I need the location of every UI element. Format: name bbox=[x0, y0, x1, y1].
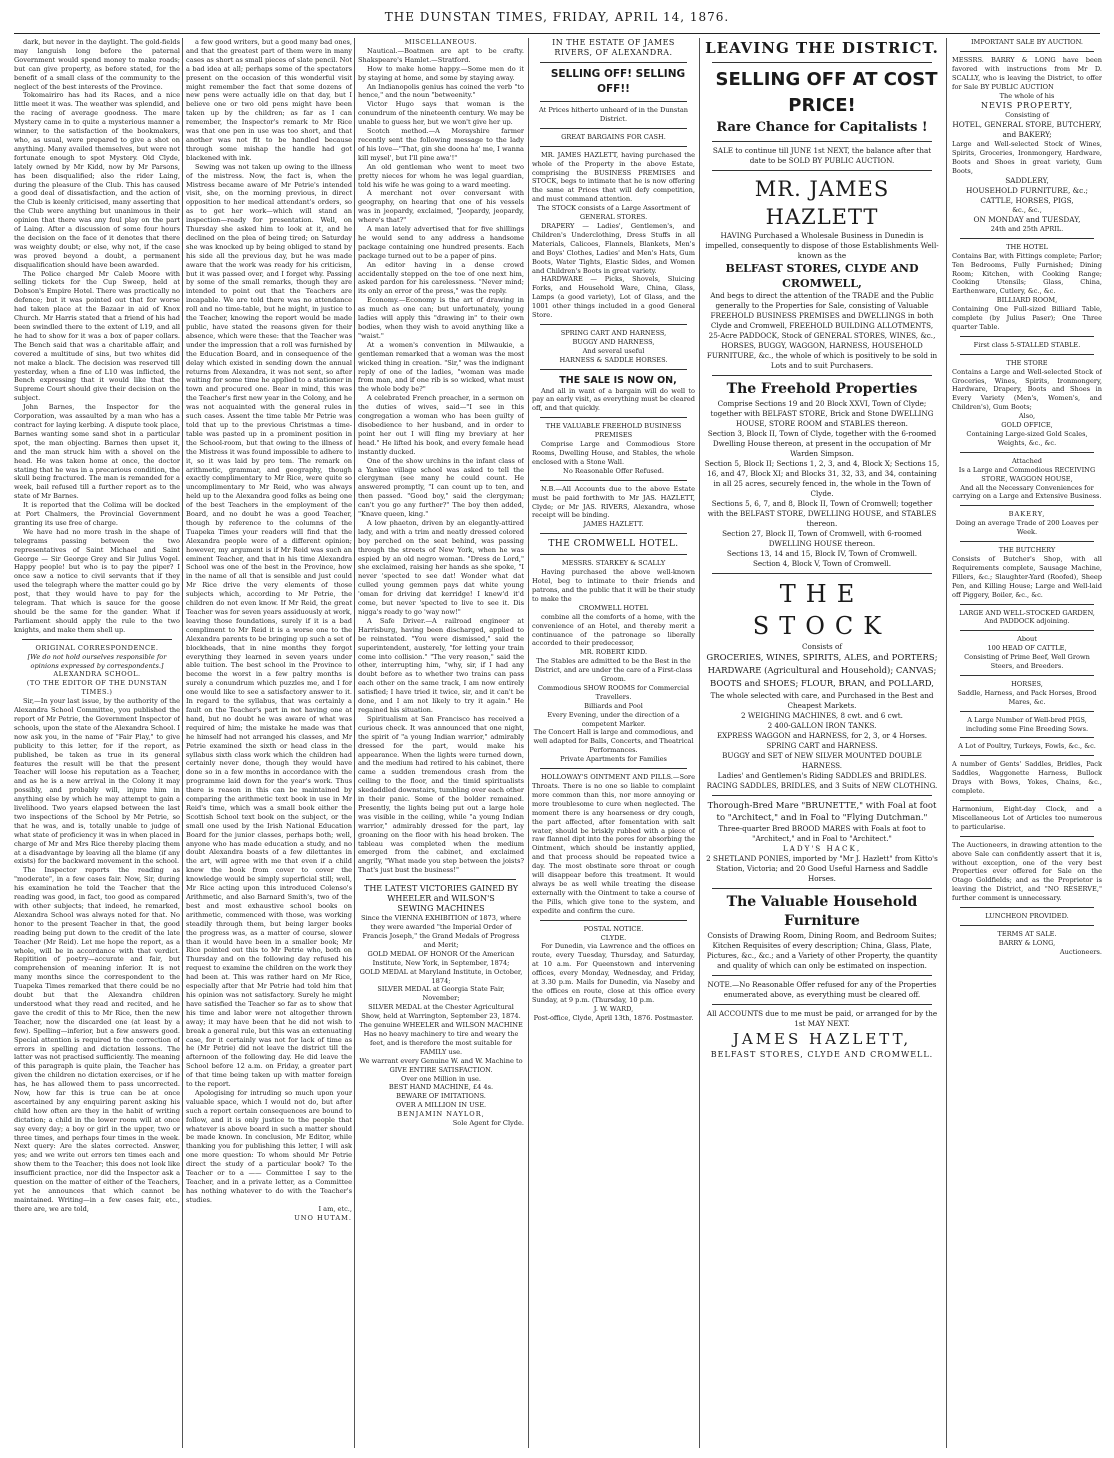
auction-line: Also, bbox=[1018, 412, 1036, 421]
news-paragraph: We have had no more trash in the shape of telegrams passing between the two representatives of Saint Michael and Saint George — Sir George Grey and Sir Julius Vogel. Happy people! but who is to pay the piper? I once saw a notice to civil servants that if they used the telegraph where the matter could go by post, that they would have to pay for the telegram. That which is sauce for the goose should be the same for the gander. What if Parliament should apply the rule to the two knights, and make them shell up. bbox=[14, 527, 180, 634]
stock-item: 2 WEIGHING MACHINES, 8 cwt. and 6 cwt. bbox=[741, 711, 903, 720]
section-rule bbox=[712, 573, 932, 574]
section-rule bbox=[540, 533, 687, 534]
section-rule bbox=[960, 505, 1094, 506]
postal-notice-heading: POSTAL NOTICE. bbox=[583, 924, 644, 933]
advert-line: We warrant every Genuine W. and W. Machine to GIVE ENTIRE SATISFACTION. bbox=[359, 1056, 523, 1074]
postmaster-name: J. W. WARD, bbox=[593, 1004, 634, 1013]
stock-item: EXPRESS WAGGON and HARNESS, for 2, 3, or 4 Horses. bbox=[716, 731, 928, 740]
misc-paragraph: A Safe Driver.—A railroad engineer at Harrisburg, having been discharged, applied to be reinstated. "You were dismissed," said the superintendent, austerely, "for letting your train come into collision." "The very reason," said the other, interrupting him, "why, sir, if I had any doubt before as to whether two trains can pass each other on the same track, I am now entirely satisfied; I have tried it twice, sir, and it can't be done, and I am not likely to try it again." He regained his situation. bbox=[358, 616, 524, 714]
hotel-feature: Billiards and Pool bbox=[584, 701, 643, 710]
auction-text: Consists of Butcher's Shop, with all Requirements complete, Sausage Machine, Fillers, &c.; Slaughter-Yard (Roofed), Sheep Pen, and Killing House; Large and Well-laid off Piggery, Boiler, &c., &c. bbox=[952, 554, 1102, 599]
rare-chance-heading: Rare Chance for Capitalists ! bbox=[716, 120, 928, 135]
selling-off-banner: SELLING OFF! SELLING OFF!! bbox=[550, 68, 686, 95]
auction-text: And all the Necessary Conveniences for carrying on a Large and Extensive Business. bbox=[952, 483, 1102, 501]
hotel-predecessor: MR. ROBERT KIDD. bbox=[579, 648, 648, 657]
advert-agent: BENJAMIN NAYLOR, bbox=[397, 1110, 485, 1119]
section-rule bbox=[540, 62, 687, 63]
misc-paragraph: Nautical.—Boatmen are apt to be crafty. Shakspeare's Hamlet.—Stratford. bbox=[358, 46, 524, 64]
luncheon-line: LUNCHEON PROVIDED. bbox=[985, 912, 1069, 921]
stock-item: BUGGY and SET of NEW SILVER MOUNTED DOUBLE HARNESS. bbox=[722, 751, 922, 770]
section-rule bbox=[712, 888, 932, 889]
column-divider bbox=[946, 38, 947, 1448]
section-rule bbox=[960, 755, 1094, 756]
letter-paragraph: Sir,—In your last issue, by the authority of the Alexandra School Committee, you published the report of Mr Petrie, the Government Inspector of schools, upon the state of the Alexandra School. I now ask you, in the name of "Fair Play," to give publicity to this letter, for if the report, as published, be taken as true in its general features the result will be that the present Teacher will loose his reputation as a Teacher, and as he is a new arrival in the Colony it may possibly, and probably will, injure him in anything else by which he may attempt to gain a livelihood. Two years elapsed between the last two inspections of the School by Mr Petrie, so that he was, and is, totally unable to judge of what state of proficiency it was in when placed in charge of Mr and Mrs Rice thereby placing them at a disadvantage by leaving all the blame (if any exists) for the backward movement in the school. bbox=[14, 697, 180, 866]
column-4-adverts bbox=[532, 38, 695, 1450]
section-rule bbox=[540, 128, 687, 129]
misc-paragraph: Economy.—Economy is the art of drawing in as much as one can; but unfortunately, young ladies will apply this "drawing in" to their own bodies, when they wish to avoid anything like a "waist." bbox=[358, 296, 524, 340]
section-rule bbox=[960, 336, 1094, 337]
auction-line: The whole of his bbox=[999, 91, 1055, 100]
section-rule bbox=[712, 1004, 932, 1005]
properties-intro: And begs to direct the attention of the TRADE and the Public generally to the Properties for Sale, consisting of Valuable FREEHOLD BUSINESS PREMISES and DWELLINGS in both Clyde and Cromwell, FREEHOLD BUILDING ALLOTMENTS, 25-Acre PADDOCK, Stock of GENERAL STORES, WINES, &c., HORSES, BUGGY, WAGGON, HARNESS, HOUSEHOLD FURNITURE, &c., the whole of which is positively to be sold in Lots and to suit Purchasers. bbox=[706, 291, 938, 370]
hotel-feature: Every Evening, under the direction of a competent Marker. bbox=[547, 710, 680, 728]
hotel-feature: The Concert Hall is large and commodious, and well adapted for Balls, Concerts, and Theatrical Performances. bbox=[533, 728, 694, 755]
section-rule bbox=[960, 630, 1094, 631]
hazlett-address: BELFAST STORES, CLYDE AND CROMWELL. bbox=[710, 1050, 934, 1059]
column-1-news bbox=[14, 38, 180, 1450]
column-divider bbox=[182, 38, 183, 1448]
auction-text: Is a Large and Commodious RECEIVING STORE, WAGGON HOUSE, bbox=[958, 465, 1096, 483]
ladys-hack: LADY'S HACK, bbox=[782, 844, 862, 853]
section-rule bbox=[960, 238, 1094, 239]
section-rule bbox=[540, 146, 687, 147]
advert-line: BEST HAND MACHINE, £4 4s. bbox=[388, 1083, 494, 1092]
ponies-item: 2 SHETLAND PONIES, imported by "Mr J. Hazlett" from Kitto's Station, Victoria; and 20 Good Useful Harness and Saddle Horses. bbox=[706, 854, 938, 883]
letter-paragraph: The Inspector reports the reading as "moderate", in a few cases fair. Now, Sir, during his examination he told the Teacher that the reading was good, in fact, too good as compared with other subjects; that indeed, he remarked, Alexandra School was always noted for that. No honor to the present Teacher in that, the good reading being put down to the credit of the late Teacher (Mr Reid). Let me hope the report, as a whole, will be in accordance with that verdict. Repitition of poetry—accurate and fair, but comprehension of meaning inferior. It is not many months since the correspondent to the Tuapeka Times remarked that there could be no doubt but that the Alexandra children understood what they read and recited, and he gave the credit of this to Mr Rice, then the new Teacher, now the discarded one (at least by a few). Spelling—inferior, but a few answers good. Special attention is required to the correction of errors in spelling and dictation lessons. The latter was not practised sufficiently. The meaning of this paragraph is quite plain, the Teacher has given the children no dictation exercises, or if he has, he has allowed them to pass uncorrected. Now, how far this is true can be at once ascertained by any enquiring parent asking his child how often are they in the habit of writing dictation; a child in the lower room will at once say every day; a boy or girl in the upper, two or three times, and perhaps four times in the week. Next query: Are the slates corrected. Answer, yes; and we write out errors ten times each and show them to the Teacher; this does not look like insufficient practice, nor did the Inspector ask a question on the matter of either of the Teachers, yet he announces that which cannot be maintained. Writing—in a few cases fair, etc., there are, we are told, bbox=[14, 866, 180, 1213]
auction-line: Consisting of bbox=[1005, 111, 1049, 120]
hotel-heading: THE CROMWELL HOTEL. bbox=[548, 539, 679, 550]
auction-heading: IMPORTANT SALE BY AUCTION. bbox=[970, 38, 1084, 46]
property-section: Sections 13, 14 and 15, Block IV, Town of Cromwell. bbox=[726, 549, 918, 558]
sale-now-banner: THE SALE IS NOW ON, bbox=[559, 374, 677, 386]
property-section: Section 5, Block II; Sections 1, 2, 3, and 4, Block X; Sections 15, 16, and 47, Block XI; and Blocks 31, 32, 33, and 34, containing in all 25 acres, securely fenced in, the whole in the Town of Clyde. bbox=[704, 459, 940, 498]
hotel-owners: MESSRS. STARKEY & SCALLY bbox=[561, 559, 666, 568]
section-rule bbox=[540, 369, 687, 370]
auction-text: A Large Number of Well-bred PIGS, including some Fine Breeding Sows. bbox=[965, 715, 1089, 733]
section-rule bbox=[960, 907, 1094, 908]
property-section: Section 3, Block II, Town of Clyde, together with the 6-roomed Dwelling House thereon, at present in the occupation of Mr Warden Simpson. bbox=[707, 429, 937, 458]
auction-text: Harmonium, Eight-day Clock, and a Miscellaneous Lot of Articles too numerous to particularise. bbox=[952, 805, 1102, 831]
auction-line: &c., &c., bbox=[1012, 205, 1042, 214]
estate-heading: IN THE ESTATE OF JAMES RIVERS, OF ALEXANDRA. bbox=[552, 38, 675, 57]
purchase-notice: HAVING Purchased a Wholesale Business in Dunedin is impelled, consequently to dispose of those Establishments Well-known as the bbox=[705, 231, 939, 260]
section-rule bbox=[712, 170, 932, 171]
auction-text: Saddle, Harness, and Pack Horses, Brood Mares, &c. bbox=[957, 688, 1097, 706]
misc-paragraph: Spiritualism at San Francisco has received a curious check. It was announced that one night, the spirit of "a young Indian warrior," admirably dressed for the part, would make his appearance. When the lights were turned down, and the medium had retired to his cabinet, there came a sudden tremendous crash from the ceiling to the floor, and the timid spiritualists skedaddled downstairs, tumbling over each other in their panic. Some of the bolder remained. Presently, the lights being put out a large hole was visible in the ceiling, while "a young Indian warrior," admirably dressed for the part, lay groaning on the floor with his head broken. The tableau was completed when the medium emerged from the cabinet, and exclaimed angrily, "What made you step between the joists? That's just bust the business!" bbox=[358, 714, 524, 875]
section-rule bbox=[960, 737, 1094, 738]
subheading: 100 HEAD OF CATTLE, bbox=[987, 644, 1067, 653]
auctioneer-firm: BARRY & LONG, bbox=[998, 938, 1056, 947]
stock-item: SPRING CART AND HARNESS, bbox=[560, 328, 667, 337]
misc-paragraph: One of the show urchins in the infant class of a Yankee village school was asked to tell the clergyman (see many he could count. He answered promptly, "I can count up to ten, and then passed. "Good boy," said the clergyman; can't you go any further?" The boy then added, "Knave queen, king." bbox=[358, 456, 524, 519]
section-rule bbox=[712, 375, 932, 376]
news-paragraph: The Police charged Mr Caleb Moore with selling tickets for the Cup Sweep, held at Dobson's Empire Hotel. There was practically no defence; but it was pointed out that for worse had taken place at the Bazaar in aid of Knox Church. Mr Harris stated that a friend of his had been swindled there to the extent of L19, and all he had to show for it was a box of paper collars. The Bench said that was a charitable affair, and covered a multitude of sins, but two whites did not make a black. The decision was reserved till yesterday, when a fine of L10 was inflicted, the Bench expressing that it would like that the Supreme Court should give their decision on the subject. bbox=[14, 269, 180, 403]
stock-item: HARNESS & SADDLE HORSES. bbox=[559, 355, 668, 364]
auction-text: Doing an average Trade of 200 Loaves per Week. bbox=[955, 519, 1099, 537]
freehold-text: Comprise Large and Commodious Store Rooms, Dwelling House, and Stables, the whole enclosed with a Stone Wall. bbox=[532, 440, 695, 466]
subheading: BILLIARD ROOM, bbox=[996, 296, 1058, 305]
freehold-heading: THE VALUABLE FREEHOLD BUSINESS PREMISES bbox=[545, 422, 682, 440]
bargains-line: GREAT BARGAINS FOR CASH. bbox=[561, 132, 666, 141]
postal-town: CLYDE. bbox=[600, 933, 627, 942]
column-divider bbox=[354, 38, 355, 1448]
stock-item: Ladies' and Gentlemen's Riding SADDLES and BRIDLES. bbox=[717, 771, 927, 780]
advert-makers: WHEELER and WILSON'S bbox=[387, 894, 495, 904]
column-5-hazlett-advert bbox=[704, 38, 940, 1450]
stock-item: And several useful bbox=[582, 346, 645, 355]
auction-text: Contains a Large and Well-selected Stock of Groceries, Wines, Spirits, Ironmongery, Hardware, Drapery, Boots and Shoes in Every Variety (Men's, Women's, and Children's), Gum Boots; bbox=[952, 367, 1102, 412]
misc-paragraph: Victor Hugo says that woman is the conundrum of the nineteenth century. We may be unable to guess her, but we won't give her up. bbox=[358, 100, 524, 127]
letter-paragraph: a few good writers, but a good many bad ones, and that the greatest part of them were in many cases as short as small pieces of slate pencil. Not a bad idea at all; perhaps some of the spectators present on the occasion of this wonderful visit might remember the fact that some dozens of new pens were actually idle on that day, but I believe one or two old pens might have been taken up by the children; as far as I can remember, the Inspector's remark to Mr Rice was that one pen in use was too short, and that another was not fit to be handled because through some mishap the handle had got blackened with ink. bbox=[186, 38, 352, 162]
section-rule bbox=[540, 324, 687, 325]
correspondence-heading: ORIGINAL CORRESPONDENCE. bbox=[35, 643, 159, 652]
estate-intro: MR. JAMES HAZLETT, having purchased the whole of the Property in the above Estate, comprising the BUSINESS PREMISES and STOCK, begs to intimate that he is now offering the same at Prices that will defy competition, and must command attention. bbox=[532, 150, 695, 204]
holloway-advert: HOLLOWAY'S OINTMENT AND PILLS.—Sore Throats. There is no one so liable to complaint more common than this, nor more annoying or more troublesome to cure when neglected. The moment there is any hoarseness or dry cough, the part affected, after fomentation with salt water, should be briskly rubbed with a piece of raw flannel dipt into the pores for absorbing the Ointment, which should be instantly applied, and that process should be repeated twice a day. The most obstinate sore throat or cough will disappear before this treatment. It would always be as well while treating the disease externally with the Ointment to take a course of the Pills, which give tone to the system, and expedite and confirm the cure. bbox=[532, 773, 695, 915]
advert-agent-role: Sole Agent for Clyde. bbox=[452, 1119, 524, 1128]
auction-line: Large and Well-selected Stock of Wines, Spirits, Groceries, Ironmongery, Hardware, Boots and Shoes in great variety, Gum Boots, bbox=[952, 140, 1102, 176]
auction-line: And PADDOCK adjoining. bbox=[984, 617, 1070, 626]
section-rule bbox=[712, 975, 932, 976]
hotel-feature: Commodious SHOW ROOMS for Commercial Travellers. bbox=[537, 683, 690, 701]
hotel-name: CROMWELL HOTEL bbox=[578, 603, 649, 612]
auction-line: HOTEL, GENERAL STORE, BUTCHERY, and BAKERY; bbox=[952, 120, 1102, 140]
disclaimer: [We do not hold ourselves responsible for opinions expressed by correspondents.] bbox=[27, 652, 167, 670]
misc-paragraph: A man lately advertised that for five shillings he would send to any address a handsome package containing one hundred presents. Each package turned out to be a paper of pins. bbox=[358, 225, 524, 260]
postmaster-date: Post-office, Clyde, April 13th, 1876. Postmaster. bbox=[533, 1013, 694, 1022]
stock-categories: GROCERIES, WINES, SPIRITS, ALES, and PORTERS; HARDWARE (Agricultural and Household); CANVAS; BOOTS and SHOES; FLOUR, BRAN, and POLLARD, bbox=[706, 653, 938, 689]
section-rule bbox=[540, 101, 687, 102]
misc-paragraph: A merchant not over conversant with geography, on hearing that one of his vessels was in jeopardy, exclaimed, "Jeopardy, jeopardy, where's that?" bbox=[358, 189, 524, 225]
column-divider bbox=[528, 38, 529, 1448]
auction-line: SADDLERY, bbox=[1005, 175, 1049, 185]
letter-addressee: (TO THE EDITOR OF THE DUNSTAN TIMES.) bbox=[26, 679, 168, 697]
stock-item: BUGGY AND HARNESS, bbox=[572, 337, 655, 346]
section-rule bbox=[540, 480, 687, 481]
subheading: HORSES, bbox=[1011, 679, 1043, 688]
subheading: THE HOTEL bbox=[1006, 242, 1048, 251]
advert-line: SILVER MEDAL at the Chester Agricultural Show, held at Warrington, September 23, 1874. bbox=[361, 1003, 521, 1021]
letter-title: ALEXANDRA SCHOOL. bbox=[53, 670, 141, 679]
auction-intro: MESSRS. BARRY & LONG have been favored with instructions from Mr D. SCALLY, who is leaving the District, to offer for Sale BY PUBLIC AUCTION bbox=[952, 55, 1102, 91]
hazlett-name: MR. JAMES HAZLETT bbox=[754, 177, 890, 229]
brood-mares-item: Three-quarter Bred BROOD MARES with Foals at foot to "Architect," and in Foal to "Architect." bbox=[718, 824, 926, 843]
auction-text: Containing Large-sized Gold Scales, Weights, &c., &c. bbox=[966, 430, 1088, 447]
column-3-miscellaneous bbox=[358, 38, 524, 1450]
section-rule bbox=[540, 920, 687, 921]
sale-text: And all in want of a bargain will do well to pay an early visit, as everything must be cleared off, and that quickly. bbox=[532, 386, 695, 413]
furniture-heading: The Valuable Household Furniture bbox=[726, 894, 918, 929]
accounts-notice: N.B.—All Accounts due to the above Estate must be paid forthwith to Mr JAS. HAZLETT, Clyde; or Mr JAS. RIVERS, Alexandra, whose receipt will be binding. bbox=[532, 484, 695, 520]
auction-line: First class 5-STALLED STABLE. bbox=[973, 340, 1081, 349]
news-paragraph: John Barnes, the Inspector for the Corporation, was assaulted by a man who has a contract for laying kerbing. A dispute took place, Barnes wanting some sand shot in a particular spot, the man objecting. Barnes then upset it, and the man struck him with a shovel on the head. He was taken home at once, the doctor stating that he was in a precarious condition, the skull being fractured. The man is remanded for a week, bail refused till a further report as to the state of Mr Barnes. bbox=[14, 403, 180, 501]
letter-signoff: I am, etc., bbox=[318, 1204, 352, 1213]
auctioneer-title: Auctioneers. bbox=[1059, 947, 1102, 956]
section-rule bbox=[540, 768, 687, 769]
mare-item: Thorough-Bred Mare "BRUNETTE," with Foal at foot to "Architect," and in Foal to "Flying Dutchman." bbox=[707, 801, 937, 823]
news-paragraph: It is reported that the Colima will be docked at Port Chalmers, the Provincial Government granting its use free of charge. bbox=[14, 501, 180, 527]
advert-line: SILVER MEDAL at Georgia State Fair, November; bbox=[377, 985, 505, 1003]
stock-item: SPRING CART and HARNESS. bbox=[766, 741, 878, 750]
section-rule bbox=[960, 711, 1094, 712]
auction-text: Containing One Full-sized Billiard Table, complete (by Julius Paser); One Three quarter Table. bbox=[952, 305, 1102, 331]
advert-line: OVER A MILLION IN USE. bbox=[395, 1101, 487, 1110]
advert-line: The genuine WHEELER and WILSON MACHINE Has no heavy machinery to tire and weary the feet, and is therefore the most suitable for FAMILY use. bbox=[359, 1021, 523, 1056]
the-stock-heading: THE STOCK bbox=[752, 580, 892, 640]
subheading: GOLD OFFICE, bbox=[1001, 421, 1053, 430]
nevis-property: NEVIS PROPERTY, bbox=[981, 101, 1073, 111]
auction-line: About bbox=[1017, 635, 1037, 644]
column-2-letter bbox=[186, 38, 352, 1450]
subheading: THE STORE bbox=[1006, 358, 1048, 367]
consists-of: Consists of bbox=[802, 642, 842, 651]
subheading: THE BUTCHERY bbox=[998, 546, 1056, 555]
subheading: LARGE AND WELL-STOCKED GARDEN, bbox=[959, 608, 1095, 617]
stock-item: RACING SADDLES, BRIDLES, and 3 Suits of NEW CLOTHING. bbox=[706, 781, 938, 790]
terms-line: TERMS AT SALE. bbox=[997, 929, 1057, 938]
section-rule bbox=[960, 800, 1094, 801]
misc-paragraph: Scotch method.—A Morayshire farmer recently sent the following message to the lady of his love—"That, gin she doona ha' me, I wanna kill mysel', but I'll pine awa'!" bbox=[358, 127, 524, 162]
prices-line: At Prices hitherto unheard of in the Dunstan District. bbox=[538, 106, 689, 123]
section-rule bbox=[960, 452, 1094, 453]
auction-text: A number of Gents' Saddles, Bridles, Pack Saddles, Waggonette Harness, Bullock Drays with Bows, Yokes, Chains, &c., complete. bbox=[952, 760, 1102, 796]
section-rule bbox=[540, 554, 687, 555]
misc-paragraph: A celebrated French preacher, in a sermon on the duties of wives, said—"I see in this congregation a woman who has been guilty of disobedience to her husband, and in order to point her out I will fling my breviary at her head." He lifted his book, and every female head instantly ducked. bbox=[358, 394, 524, 456]
hotel-text: Having purchased the above well-known Hotel, beg to intimate to their friends and patrons, and the public that it will be their study to make the bbox=[532, 568, 695, 603]
hazlett-signature: JAMES HAZLETT, bbox=[732, 1030, 912, 1048]
sale-continue: SALE to continue till JUNE 1st NEXT, the balance after that date to be SOLD BY PUBLIC AUCTION. bbox=[712, 146, 932, 165]
sewing-machine-advert bbox=[358, 884, 524, 1128]
advert-line: Over one Million in use. bbox=[400, 1074, 482, 1083]
section-rule bbox=[540, 417, 687, 418]
section-rule bbox=[960, 541, 1094, 542]
accounts-due: All ACCOUNTS due to me must be paid, or arranged for by the 1st MAY NEXT. bbox=[706, 1009, 938, 1028]
stock-selected: The whole selected with care, and Purchased in the Best and Cheapest Markets. bbox=[710, 691, 934, 710]
misc-paragraph: An editor having in a dense crowd accidentally stepped on the toe of one next him, asked pardon for his carelessness. "Never mind; its only an error of the press," was the reply. bbox=[358, 260, 524, 296]
auction-date: 24th and 25th APRIL. bbox=[990, 224, 1064, 233]
column-divider bbox=[699, 38, 700, 1448]
section-rule bbox=[960, 675, 1094, 676]
advert-line: Since the VIENNA EXHIBITION of 1873, where they were awarded "the Imperial Order of Francis Joseph," the Grand Medals of Progress and Merit; bbox=[361, 914, 521, 949]
stock-item: 2 400-GALLON IRON TANKS. bbox=[767, 721, 877, 730]
section-rule bbox=[712, 141, 932, 142]
cost-price-banner: SELLING OFF AT COST PRICE! bbox=[715, 69, 938, 116]
newspaper-masthead: THE DUNSTAN TIMES, FRIDAY, APRIL 14, 1876. bbox=[384, 10, 730, 24]
property-section: Comprise Sections 19 and 20 Block XXVI, Town of Clyde; together with BELFAST STORE, Brick and Stone DWELLING HOUSE, STORE ROOM and STABLES thereon. bbox=[710, 399, 934, 428]
hotel-text: combine all the comforts of a home, with the convenience of an Hotel, and thereby merit a continuance of the patronage so liberally accorded to their predecessor, bbox=[532, 612, 695, 648]
letter-paragraph: Sewing was not taken up owing to the illness of the mistress. Now, the fact is, when the Mistress became aware of Mr Petrie's intended visit, she, on the morning previous, in direct opposition to her medical attendant's orders, so as to get her work—which will stand an inspection—ready for presentation. Well, on Thursday she asked him to look at it, and he declined on the plea of being tired; on Saturday she was knocked up by being obliged to stand by his side all the previous day, but he was made aware that the work was ready for his criticism, but it was passed over, and I forget why. Passing by some of the small remarks, though they are intended to point out that the Teachers are incapable. We are told there was no attendance roll and no time-table, but he might, in justice to the Teacher, knowing the report would be made public, have stated the reasons given for their absence, which were these: that the Teacher was under the impression that a roll was furnished by the Education Board, and in consequence of the delay which existed in sending down the annual returns from Alexandra, it was not sent, so after waiting for some time he applied to a stationer in town and procured one. Bear in mind, this was the Teacher's first new year in the Colony, and he was not acquainted with the general rules in such cases. Assent the time table Mr Petrie was told that up to the previous Christmas a time-table was pasted up in a prominent position in the School-room, but that owing to the illness of the Mistress it was found impossible to adhere to it, so it was laid by pro tem. The remark on arithmetic, grammar, and geography, though exactly complimentary to Mr Rice, were quite so uncomplimentary to Mr Reid, who was always held up to the Alexandra good folks as being one of the best Teachers in the employment of the Board, and no doubt he was a good Teacher, though by reference to the columns of the Tuapeka Times your readers will find that the Alexandra people were of a different opinion; however, my argument is if Mr Reid was such an eminent Teacher, and that in his time Alexandra School was one of the best in the Province, how in the name of all that is sensible and just could Mr Rice drive the very elements of those subjects which, according to Mr Petrie, the children do not even know. If Mr Reid, the great Teacher was for seven years assiduously at work, leaving those foundations, surely if it is a bad compliment to Mr Reid it is a worse one to the Alexandra parents to be bringing up such a set of blockheads, that in nine months they forgot everything they learned in seven years under able tuition. The best school in the Province to become the worst in a few paltry months is surely a conundrum which puzzles me, and I for one would like to see a satisfactory answer to it. In regard to the syllabus, that was certainly a fault on the Teacher's part in not having one at hand, but no doubt he was aware of what was required of him; the mistake he made was that he himself had not arranged his classes, and Mr Petrie examined the sixth or head class in the syllabus sixth class work which the children had certainly never done, though they would have done so in a few months in accordance with the programme laid down for the year's work. Thus there is reason in this can be maintained by comparing the arithmetic text book in use in Mr Reid's time, which was a small book either the Scottish School text book on the subject, or the small one used by the Irish National Education Board for the junior classes, perhaps both; well, anyone who has made education a study, and no doubt Alexandra boasts of a few dilettantes in the art, will agree with me that even if a child knew the book from cover to cover the knowledge would be simply superficial still; well, Mr Rice acting upon this introduced Colenso's Arithmetic, and also Barnard Smith's, two of the best and most exhaustive school books on arithmetic, commenced with those, was working steadily through them, but being larger books the progress was, as a matter of course, slower than it would have been in a smaller book; Mr Rice pointed out this to Mr Petrie who, both on Thursday and on the following day refused his request to examine the children on the work they had been at. This was rather hard on Mr Rice, especially after that Mr Petrie had told him that his opinion was not satisfactory. Surely he might have satisfied the Teacher so far as to show that his time and labor were not altogether thrown away; it may have been that he did not wish to break a general rule, but this was an extenuating case, for it certainly was not for lack of time as he (Mr Petrie) did not leave the district till the afternoon of the following day. He did leave the School before 12 a.m. on Friday, a greater part of that time being taken up with matter foreign to the report. bbox=[186, 162, 352, 1089]
belfast-stores-heading: BELFAST STORES, CLYDE AND CROMWELL, bbox=[725, 262, 919, 290]
stock-intro: The STOCK consists of a Large Assortment of bbox=[536, 204, 691, 213]
news-paragraph: Tokomairiro has had its Races, and a nice little meet it was. The weather was splendid, and the racing of average goodness. The mare Mystery came in to quite a mysterious manner a winner, to the satisfaction of the bookmakers, who, as usual, were prepared to give a shot on anything. Many availed themselves, but were not fortunate enough to spot Mystery. Old Clyde, lately owned by Mr Kidd, now by Mr Parsons, has been disqualified; also the rider Laing, during the pleasure of the Club. This has caused a good deal of dissatisfaction, and the action of the Club is keenly criticised, many asserting that the Club were anything but unanimous in their opinion that there was any foul play on the part of Laing. After a discussion of some four hours the decision on the face of it denotes that there was weighty doubt; or else, why not, if the case was proved beyond a doubt, a permanent disqualification should have been awarded. bbox=[14, 91, 180, 269]
miscellaneous-heading: MISCELLANEOUS. bbox=[404, 38, 478, 46]
section-rule bbox=[960, 604, 1094, 605]
misc-paragraph: An Indianopolis genius has coined the verb "to hence," and the noun "betweenity." bbox=[358, 82, 524, 100]
letter-signature: UNO HUTAM. bbox=[294, 1213, 352, 1222]
auction-line: Attached bbox=[1012, 456, 1042, 465]
note: NOTE.—No Reasonable Offer refused for any of the Properties enumerated above, as everything must be cleared off. bbox=[707, 980, 937, 999]
auction-text: A Lot of Poultry, Turkeys, Fowls, &c., &c. bbox=[958, 742, 1096, 751]
advert-product: SEWING MACHINES bbox=[397, 904, 485, 914]
misc-paragraph: How to make home happy.—Some men do it by staying at home, and some by staying away. bbox=[358, 64, 524, 82]
advert-line: GOLD MEDAL OF HONOR Of the American Institute, New York, in September, 1874; bbox=[367, 949, 515, 967]
property-section: Section 4, Block V, Town of Cromwell. bbox=[752, 559, 892, 568]
advert-line: BEWARE OF IMITATIONS. bbox=[396, 1092, 486, 1101]
auction-text: Contains Bar, with Fittings complete; Parlor; Ten Bedrooms, Fully Furnished; Dining Room; Kitchen, with Cooking Range; Cooking Utensils; Glass, China, Earthenware, Cutlery, &c., &c. bbox=[952, 251, 1102, 296]
hotel-feature: Private Apartments for Families bbox=[560, 755, 667, 764]
furniture-text: Consists of Drawing Room, Dining Room, and Bedroom Suites; Kitchen Requisites of every description; China, Glass, Plate, Pictures, &c., &c.; and a Variety of other Property, the quantity and quality of which can only be estimated on inspection. bbox=[706, 931, 938, 970]
masthead-rule bbox=[14, 33, 1100, 34]
advert-heading: THE LATEST VICTORIES GAINED BY bbox=[363, 884, 519, 894]
misc-paragraph: A low phaeton, driven by an elegantly-attired lady, and with a trim and neatly dressed colored boy perched on the seat behind, was passing through the streets of New York, when he was espied by an old negro woman. "Dress de Lord," she exclaimed, raising her hands as she spoke, "I never 'spected to see dat! Wonder what dat culled young gemmen pays dat white young 'oman for driving dat kerridge! I knew'd it'd come, but never 'spected to live to see it. Dis nigga's ready to go 'way now!" bbox=[358, 518, 524, 616]
no-offer-refused: No Reasonable Offer Refused. bbox=[563, 466, 664, 475]
section-rule bbox=[960, 925, 1094, 926]
section-rule bbox=[366, 879, 516, 880]
auctioneers-note: The Auctioneers, in drawing attention to the above Sale can confidently assert that it is, without exception, one of the very best Properties ever offered for Sale on the Otago Goldfields; and as the Proprietor is leaving the District, and "NO RESERVE," further comment is unnecessary. bbox=[952, 840, 1102, 903]
misc-paragraph: At a women's convention in Milwaukie, a gentleman remarked that a woman was the most wicked thing in creation. "Sir," was the indignant reply of one of the ladies, "woman was made from man, and if one rib is so wicked, what must the whole body be?" bbox=[358, 340, 524, 394]
section-rule bbox=[712, 62, 932, 63]
auction-text: Consisting of Prime Beef, Well Grown Steers, and Breeders. bbox=[964, 653, 1090, 671]
drapery-list: DRAPERY — Ladies', Gentlemen's, and Children's Underclothing, Dress Stuffs in all Materials, Calicoes, Flannels, Blankets, Men's and Boys' Clothes, Ladies' and Men's Hats, Gum Boots, Water Tights, Elastic Sides, and Women and Children's Boots in great variety. bbox=[532, 221, 695, 275]
hardware-list: HARDWARE — Picks, Shovels, Sluicing Forks, and Household Ware, China, Glass, Lamps (a good variety), Lot of Glass, and the 1001 other things included in a good General Store. bbox=[532, 275, 695, 320]
section-rule bbox=[960, 354, 1094, 355]
section-rule bbox=[22, 639, 172, 640]
mail-schedule: For Dunedin, via Lawrence and the offices en route, every Tuesday, Thursday, and Saturday, at 10 a.m. For Queenstown and intervening offices, every Monday, Wednesday, and Friday, at 3.30 p.m. Mails for Dunedin, via Naseby and the offices en route, close at this office every Sunday, at 9 p.m. (Thursday, 10 p.m. bbox=[532, 942, 695, 1004]
letter-paragraph: Apologising for intruding so much upon your valuable space, which I would not do, but after such a report certain consequences are bound to follow, and it is only justice to the people that whatever is above board in such a matter should be made known. In conclusion, Mr Editor, while thanking you for publishing this letter, I will ask one more question: To whom should Mr Petrie direct the study of a particular book? To the Teacher or to a —— Committee I say to the Teacher, and in a private letter, as a Committee has nothing whatever to do with the Teacher's studies. bbox=[186, 1088, 352, 1204]
leaving-heading: LEAVING THE DISTRICT. bbox=[705, 39, 939, 57]
general-stores-heading: GENERAL STORES. bbox=[579, 213, 648, 222]
news-paragraph: dark, but never in the daylight. The gold-fields may languish long before the paternal Government would spend money to make roads; but can give property, as before stated, for the benefit of a small class of the community to the neglect of the best interests of the Province. bbox=[14, 38, 180, 91]
auction-line: HOUSEHOLD FURNITURE, &c.; bbox=[966, 185, 1088, 195]
signature: JAMES HAZLETT. bbox=[583, 520, 644, 529]
property-section: Sections 5, 6, 7, and 8, Block II, Town of Cromwell; together with the BELFAST STORE, DWELLING HOUSE, and STABLES thereon. bbox=[707, 499, 937, 528]
section-rule bbox=[960, 51, 1094, 52]
freehold-properties-heading: The Freehold Properties bbox=[726, 381, 918, 397]
advert-line: GOLD MEDAL at Maryland Institute, in October, 1874; bbox=[359, 967, 523, 985]
property-section: Section 27, Block II, Town of Cromwell, with 6-roomed DWELLING HOUSE thereon. bbox=[722, 529, 922, 548]
section-rule bbox=[960, 836, 1094, 837]
section-rule bbox=[712, 795, 932, 796]
misc-paragraph: An old gentleman who went to meet two pretty nieces for whom he was legal guardian, told his wife he was going to a ward meeting. bbox=[358, 162, 524, 189]
column-6-auction bbox=[952, 38, 1102, 1450]
auction-date: ON MONDAY and TUESDAY, bbox=[973, 214, 1081, 224]
hotel-feature: The Stables are admitted to be the Best in the District, and are under the care of a First-class Groom. bbox=[534, 657, 693, 684]
subheading: BAKERY, bbox=[1008, 510, 1046, 519]
auction-line: CATTLE, HORSES, PIGS, bbox=[980, 195, 1074, 205]
